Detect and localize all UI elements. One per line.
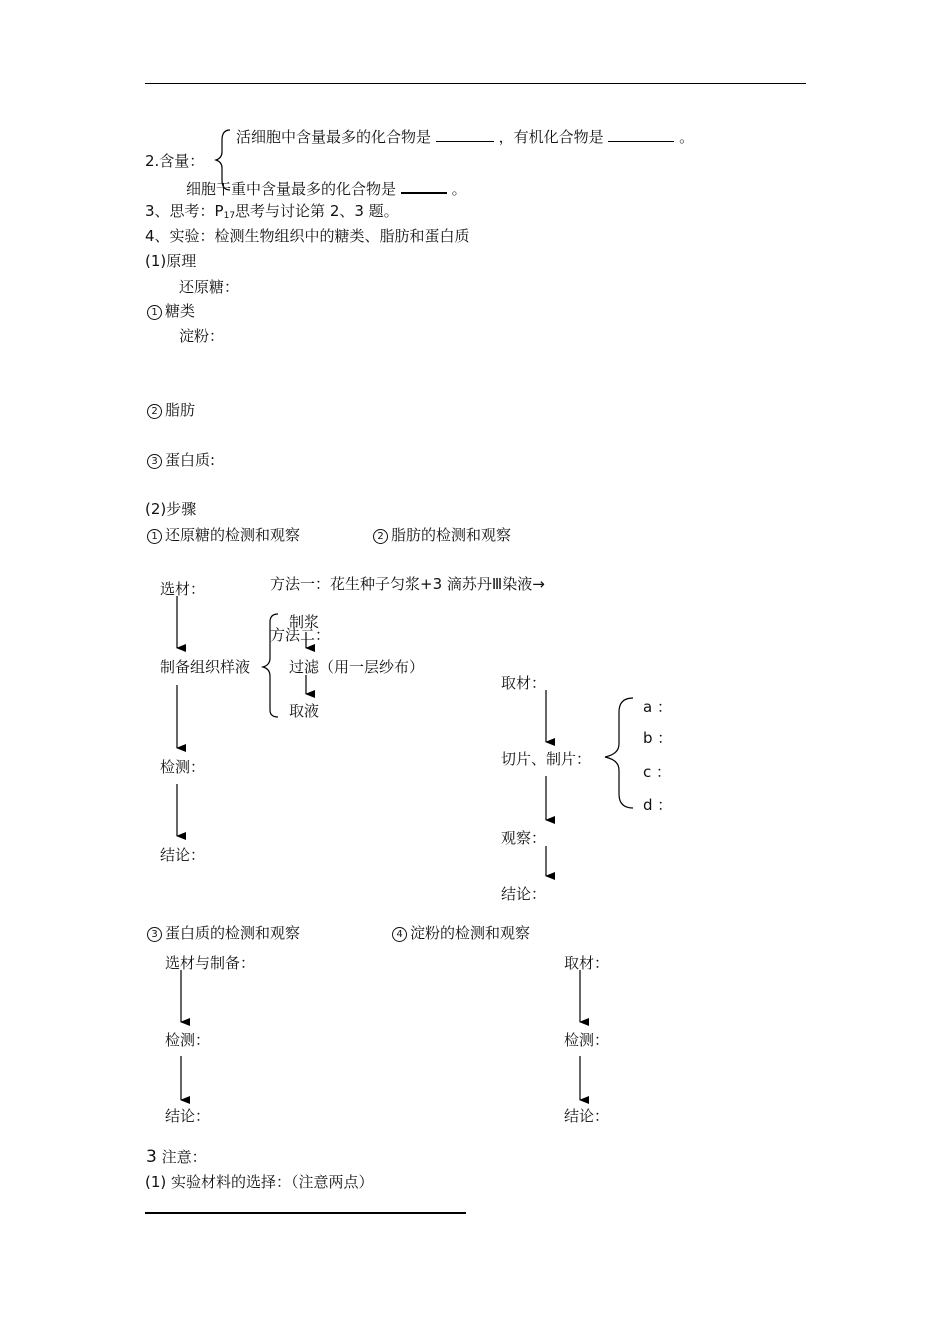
principle-reducing-sugar: 还原糖： xyxy=(179,278,240,296)
step1-title xyxy=(147,526,300,544)
blank-live-compound[interactable] xyxy=(436,127,494,142)
step2-title xyxy=(373,526,511,544)
flow2-conclude: 结论： xyxy=(501,885,547,903)
circled-number-4: 4 xyxy=(392,927,407,942)
circled-number-2: 2 xyxy=(147,404,162,419)
content-live-line xyxy=(236,127,694,146)
step1-label: 还原糖的检测和观察 xyxy=(165,526,301,544)
sugar-label: 糖类 xyxy=(165,302,196,320)
think-line xyxy=(145,202,399,225)
flow2-slice: 切片、制片： xyxy=(501,750,592,768)
blank-dry-compound[interactable] xyxy=(401,178,447,194)
flow2-item-b: b ： xyxy=(643,729,673,747)
think-prefix: 3、思考： xyxy=(145,202,215,220)
flow1-detect: 检测： xyxy=(160,758,206,776)
flow1-filter: 过滤（用一层纱布） xyxy=(289,658,425,676)
step4-title xyxy=(392,924,530,942)
blank-organic-compound[interactable] xyxy=(608,127,674,142)
step4-label: 淀粉的检测和观察 xyxy=(410,924,531,942)
think-page-p: P xyxy=(214,202,224,220)
fat-label: 脂肪 xyxy=(165,401,196,419)
circled-number-3: 3 xyxy=(147,927,162,942)
flow1-select: 选材： xyxy=(160,580,206,598)
notes-label: 注意： xyxy=(161,1148,207,1166)
protein-label: 蛋白质: xyxy=(165,451,216,469)
flow1-prepare: 制备组织样液 xyxy=(160,658,251,676)
flow2-method1: 方法一：花生种子匀浆+3 滴苏丹Ⅲ染液→ xyxy=(270,575,545,593)
content-dry-line xyxy=(186,178,467,198)
content-dry-end: 。 xyxy=(451,180,467,198)
flow2-item-a: a ： xyxy=(643,698,672,716)
flow2-item-d: d ： xyxy=(643,796,673,814)
slice-brace xyxy=(605,698,633,808)
step3-label: 蛋白质的检测和观察 xyxy=(165,924,301,942)
step3-title xyxy=(147,924,300,942)
flow4-conclude: 结论： xyxy=(564,1107,610,1125)
circled-number-3: 3 xyxy=(147,454,162,469)
flow2-method2: 方法二： xyxy=(270,626,331,644)
content-live-text: 活细胞中含量最多的化合物是 xyxy=(236,128,432,146)
flow2-observe: 观察： xyxy=(501,829,547,847)
experiment-title: 4、实验：检测生物组织中的糖类、脂肪和蛋白质 xyxy=(145,227,470,245)
content-live-sep: ，有机化合物是 xyxy=(498,128,604,146)
think-page-sub: 17 xyxy=(223,211,236,221)
flow2-item-c: c ： xyxy=(643,763,672,781)
flow1-take: 取液 xyxy=(289,702,320,720)
content-live-end: 。 xyxy=(679,128,695,146)
principle-fat xyxy=(147,401,195,419)
flow3-conclude: 结论： xyxy=(165,1107,211,1125)
circled-number-2: 2 xyxy=(373,529,388,544)
notes-item-1: (1) 实验材料的选择：（注意两点） xyxy=(145,1173,374,1191)
principle-starch: 淀粉： xyxy=(179,327,225,345)
notes-num: 3 xyxy=(146,1147,157,1167)
content-label: 2.含量： xyxy=(145,152,205,170)
think-suffix: 思考与讨论第 2、3 题。 xyxy=(235,202,399,220)
principle-sugar xyxy=(147,302,195,320)
flow3-select: 选材与制备： xyxy=(165,954,256,972)
step2-label: 脂肪的检测和观察 xyxy=(391,526,512,544)
principle-protein xyxy=(147,451,215,469)
steps-heading: (2)步骤 xyxy=(145,500,197,518)
flow4-take: 取材： xyxy=(564,954,610,972)
flow2-take-material: 取材： xyxy=(501,674,547,692)
flow4-detect: 检测： xyxy=(564,1031,610,1049)
circled-number-1: 1 xyxy=(147,305,162,320)
circled-number-1: 1 xyxy=(147,529,162,544)
flow1-grind: 制浆 xyxy=(289,613,320,631)
flow3-detect: 检测： xyxy=(165,1031,211,1049)
flow1-conclude: 结论： xyxy=(160,846,206,864)
notes-title xyxy=(146,1148,207,1166)
principle-heading: (1)原理 xyxy=(145,252,197,270)
content-dry-text: 细胞干重中含量最多的化合物是 xyxy=(186,180,397,198)
